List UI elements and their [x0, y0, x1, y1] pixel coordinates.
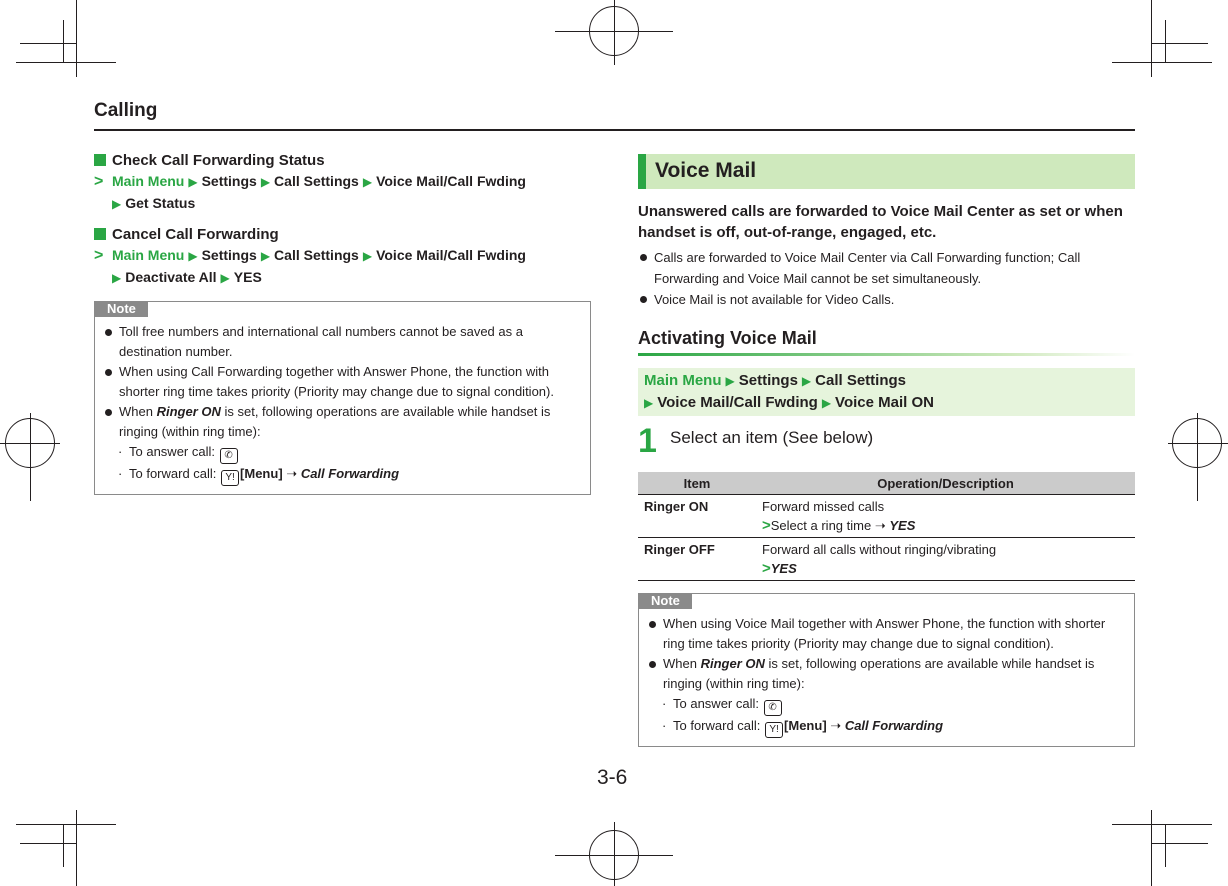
table-row: [638, 495, 1135, 538]
table-cell-item: Ringer OFF: [638, 538, 756, 581]
subsection-rule: [638, 353, 1135, 356]
triangle-right-icon: ▶: [188, 249, 198, 263]
triangle-right-icon: ▶: [112, 197, 122, 211]
intro-text: Unanswered calls are forwarded to Voice Mail Center as set or when handset is off, out-of-range, engaged, etc.: [638, 203, 1123, 241]
note-bullet: When using Call Forwarding together with Answer Phone, the function with shorter ring time takes priority (Priority may change due to signal condition).: [103, 362, 580, 402]
section-title: Voice Mail: [655, 159, 757, 182]
note-sub-item: · To forward call: Y! [Menu] ➝ Call Forwarding: [647, 716, 1124, 738]
arrow-right-icon: ➝: [874, 518, 886, 533]
table-cell-description: Forward all calls without ringing/vibrating >YES: [756, 538, 1135, 581]
call-key-icon: ✆: [764, 700, 782, 716]
section-heading: Cancel Call Forwarding: [112, 226, 279, 243]
step-number: 1: [638, 422, 657, 460]
menu-path: > Main Menu ▶ Settings ▶ Call Settings ▶ Voice Mail/Call Fwding ▶ Get Status: [94, 173, 526, 211]
page-header-title: Calling: [94, 100, 158, 121]
arrow-right-icon: ➝: [286, 466, 298, 481]
square-bullet-icon: [94, 228, 106, 240]
intro-bullet: Calls are forwarded to Voice Mail Center via Call Forwarding function; Call Forwarding and Voice Mail cannot be set simultaneously.: [638, 247, 1135, 289]
column-header: Operation/Description: [756, 472, 1135, 495]
section-heading: Check Call Forwarding Status: [112, 152, 325, 169]
chevron-right-icon: >: [94, 247, 104, 264]
triangle-right-icon: ▶: [220, 271, 230, 285]
section-cancel-call-forwarding: [94, 224, 591, 289]
call-key-icon: ✆: [220, 448, 238, 464]
table-row: [638, 538, 1135, 581]
note-bullet: Toll free numbers and international call numbers cannot be saved as a destination number.: [103, 322, 580, 362]
triangle-right-icon: ▶: [362, 175, 373, 189]
note-sub-item: · To answer call: ✆: [647, 694, 1124, 716]
operations-table: [638, 472, 1135, 581]
note-sub-item: · To answer call: ✆: [103, 442, 580, 464]
page-number: 3-6: [597, 766, 628, 789]
column-header: Item: [638, 472, 756, 495]
triangle-right-icon: ▶: [725, 374, 735, 388]
yahoo-key-icon: Y!: [765, 722, 783, 738]
note-box: [94, 301, 591, 495]
table-header-row: [638, 472, 1135, 495]
menu-path: Main Menu ▶ Settings ▶ Call Settings ▶ Voice Mail/Call Fwding ▶ Voice Mail ON: [638, 368, 1135, 416]
note-bullet: When using Voice Mail together with Answer Phone, the function with shorter ring time takes priority (Priority may change due to signal condition).: [647, 614, 1124, 654]
header-rule: [94, 129, 1135, 131]
section-title-bar: [638, 154, 1135, 189]
triangle-right-icon: ▶: [260, 175, 271, 189]
yahoo-key-icon: Y!: [221, 470, 239, 486]
triangle-right-icon: ▶: [188, 175, 198, 189]
subsection-heading: Activating Voice Mail: [638, 328, 817, 348]
step-text: Select an item (See below): [670, 428, 874, 447]
arrow-right-icon: ➝: [830, 718, 842, 733]
triangle-right-icon: ▶: [112, 271, 122, 285]
triangle-right-icon: ▶: [260, 249, 271, 263]
note-tag: Note: [639, 593, 692, 609]
chevron-right-icon: >: [762, 560, 771, 577]
table-cell-description: Forward missed calls >Select a ring time ➝ YES: [756, 495, 1135, 538]
triangle-right-icon: ▶: [362, 249, 373, 263]
triangle-right-icon: ▶: [801, 374, 812, 388]
triangle-right-icon: ▶: [821, 396, 832, 410]
note-tag: Note: [95, 301, 148, 317]
right-column: [638, 154, 1135, 747]
note-bullet: When Ringer ON is set, following operations are available while handset is ringing (within ring time):: [647, 654, 1124, 694]
chevron-right-icon: >: [762, 517, 771, 534]
menu-path: > Main Menu ▶ Settings ▶ Call Settings ▶ Voice Mail/Call Fwding ▶ Deactivate All ▶ YES: [94, 247, 526, 285]
square-bullet-icon: [94, 154, 106, 166]
table-cell-item: Ringer ON: [638, 495, 756, 538]
intro-bullet: Voice Mail is not available for Video Calls.: [638, 289, 1135, 310]
step-1: [638, 422, 1135, 462]
note-bullet: When Ringer ON is set, following operations are available while handset is ringing (within ring time):: [103, 402, 580, 442]
chevron-right-icon: >: [94, 173, 104, 190]
section-check-call-forwarding: [94, 150, 591, 215]
left-column: [94, 150, 591, 495]
triangle-right-icon: ▶: [644, 396, 654, 410]
note-sub-item: · To forward call: Y! [Menu] ➝ Call Forwarding: [103, 464, 580, 486]
note-box: [638, 593, 1135, 747]
